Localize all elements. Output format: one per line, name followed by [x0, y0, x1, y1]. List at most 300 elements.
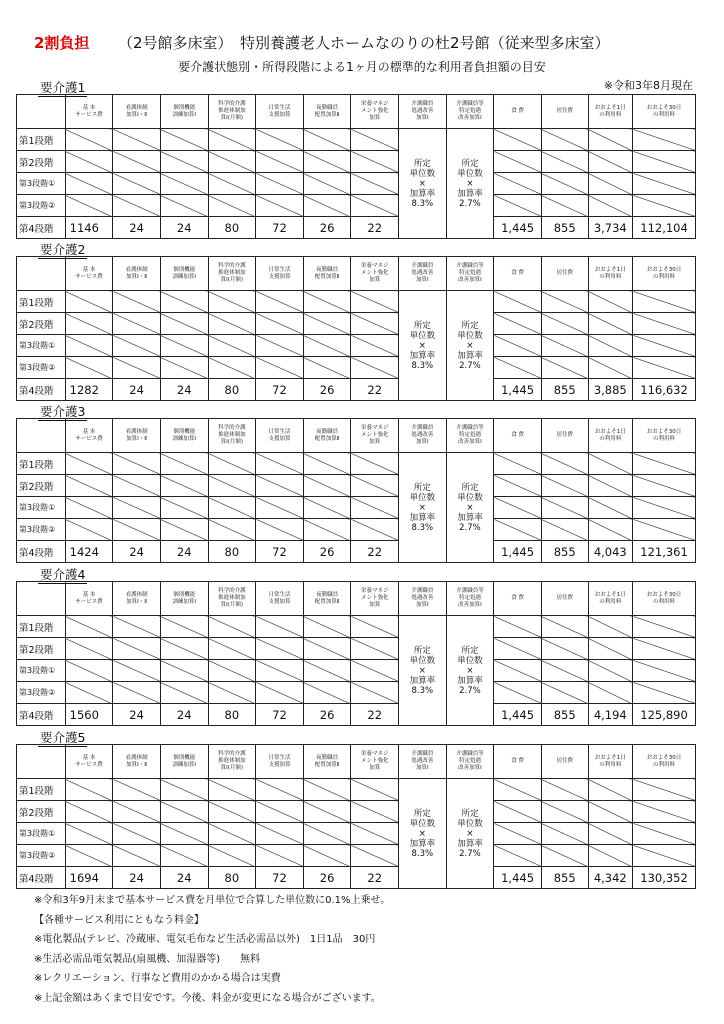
value-cell: 26	[303, 867, 351, 889]
not-applicable-cell	[588, 453, 633, 475]
not-applicable-cell	[494, 779, 542, 801]
value-cell: 855	[541, 867, 588, 889]
value-cell: 22	[351, 704, 399, 726]
column-header: 栄養マネジ メント強化 加算	[351, 257, 399, 291]
not-applicable-cell	[494, 823, 542, 845]
not-applicable-cell	[160, 291, 208, 313]
not-applicable-cell	[113, 453, 161, 475]
not-applicable-cell	[303, 291, 351, 313]
not-applicable-cell	[351, 357, 399, 379]
value-cell: 121,361	[633, 541, 696, 563]
not-applicable-cell	[113, 801, 161, 823]
note-line: ※電化製品(テレビ、冷蔵庫、電気毛布など生活必需品以外) 1日1品 30円	[34, 934, 376, 945]
column-header: 居住費	[541, 95, 588, 129]
column-header: 看護体制 加算Ⅰ・Ⅱ	[113, 95, 161, 129]
value-cell: 26	[303, 379, 351, 401]
not-applicable-cell	[494, 335, 542, 357]
column-header: おおよそ30日 の利用料	[633, 745, 696, 779]
not-applicable-cell	[541, 823, 588, 845]
not-applicable-cell	[65, 291, 113, 313]
not-applicable-cell	[160, 801, 208, 823]
not-applicable-cell	[588, 801, 633, 823]
column-header: 栄養マネジ メント強化 加算	[351, 419, 399, 453]
not-applicable-cell	[633, 173, 696, 195]
not-applicable-cell	[208, 313, 256, 335]
not-applicable-cell	[494, 151, 542, 173]
not-applicable-cell	[65, 475, 113, 497]
column-header: 居住費	[541, 419, 588, 453]
stage-label: 第2段階	[17, 801, 66, 823]
corner-cell	[17, 95, 66, 129]
not-applicable-cell	[588, 195, 633, 217]
not-applicable-cell	[633, 682, 696, 704]
not-applicable-cell	[160, 823, 208, 845]
value-cell: 1,445	[494, 217, 542, 239]
not-applicable-cell	[494, 291, 542, 313]
value-cell: 4,194	[588, 704, 633, 726]
not-applicable-cell	[160, 173, 208, 195]
stage-label: 第3段階①	[17, 335, 66, 357]
not-applicable-cell	[256, 660, 304, 682]
table-row	[17, 845, 696, 867]
value-cell: 24	[113, 541, 161, 563]
not-applicable-cell	[65, 453, 113, 475]
column-header: 科学的介護 推進体制加 算Ⅰ(月額)	[208, 582, 256, 616]
value-cell: 1560	[65, 704, 113, 726]
not-applicable-cell	[541, 313, 588, 335]
not-applicable-cell	[303, 682, 351, 704]
not-applicable-cell	[633, 519, 696, 541]
not-applicable-cell	[256, 638, 304, 660]
not-applicable-cell	[113, 173, 161, 195]
not-applicable-cell	[65, 779, 113, 801]
burden-label: 2割負担	[34, 34, 90, 52]
value-cell: 80	[208, 541, 256, 563]
value-cell: 26	[303, 217, 351, 239]
corner-cell	[17, 582, 66, 616]
table-header-row	[17, 419, 696, 453]
value-cell: 72	[256, 217, 304, 239]
not-applicable-cell	[633, 779, 696, 801]
value-cell: 22	[351, 379, 399, 401]
not-applicable-cell	[303, 151, 351, 173]
not-applicable-cell	[633, 195, 696, 217]
not-applicable-cell	[303, 497, 351, 519]
not-applicable-cell	[113, 151, 161, 173]
not-applicable-cell	[588, 616, 633, 638]
stage-label: 第4段階	[17, 541, 66, 563]
column-header: 科学的介護 推進体制加 算Ⅰ(月額)	[208, 745, 256, 779]
column-header: 看護体制 加算Ⅰ・Ⅱ	[113, 582, 161, 616]
not-applicable-cell	[588, 357, 633, 379]
not-applicable-cell	[208, 497, 256, 519]
not-applicable-cell	[208, 357, 256, 379]
column-header: 介護職員 処遇改善 加算Ⅰ	[399, 257, 447, 291]
corner-cell	[17, 419, 66, 453]
not-applicable-cell	[351, 801, 399, 823]
not-applicable-cell	[588, 475, 633, 497]
column-header: 介護職員等 特定処遇 改善加算Ⅰ	[446, 582, 494, 616]
not-applicable-cell	[208, 519, 256, 541]
column-header: 科学的介護 推進体制加 算Ⅰ(月額)	[208, 257, 256, 291]
not-applicable-cell	[541, 845, 588, 867]
not-applicable-cell	[65, 497, 113, 519]
value-cell: 855	[541, 541, 588, 563]
not-applicable-cell	[351, 129, 399, 151]
treatment-improvement-cell: 所定 単位数 × 加算率 8.3%	[399, 779, 447, 889]
not-applicable-cell	[208, 335, 256, 357]
care-level-label: 要介護2	[40, 242, 86, 257]
not-applicable-cell	[588, 291, 633, 313]
not-applicable-cell	[351, 195, 399, 217]
value-cell: 22	[351, 541, 399, 563]
column-header: 日常生活 支援加算	[256, 582, 304, 616]
not-applicable-cell	[160, 195, 208, 217]
note-line: ※令和3年9月末まで基本サービス費を月単位で合算した単位数に0.1%上乗せ。	[34, 895, 391, 906]
not-applicable-cell	[113, 845, 161, 867]
column-header: おおよそ1日 の利用料	[588, 582, 633, 616]
table-header-row	[17, 257, 696, 291]
stage-label: 第4段階	[17, 379, 66, 401]
not-applicable-cell	[633, 357, 696, 379]
column-header: おおよそ30日 の利用料	[633, 419, 696, 453]
not-applicable-cell	[494, 845, 542, 867]
table-row	[17, 660, 696, 682]
not-applicable-cell	[256, 519, 304, 541]
not-applicable-cell	[256, 779, 304, 801]
not-applicable-cell	[208, 845, 256, 867]
value-cell: 1424	[65, 541, 113, 563]
table-row	[17, 704, 696, 726]
not-applicable-cell	[160, 357, 208, 379]
not-applicable-cell	[113, 519, 161, 541]
not-applicable-cell	[208, 173, 256, 195]
not-applicable-cell	[256, 453, 304, 475]
not-applicable-cell	[351, 291, 399, 313]
fee-table	[16, 744, 696, 889]
not-applicable-cell	[160, 497, 208, 519]
not-applicable-cell	[541, 475, 588, 497]
stage-label: 第3段階②	[17, 195, 66, 217]
corner-cell	[17, 745, 66, 779]
stage-label: 第4段階	[17, 217, 66, 239]
stage-label: 第1段階	[17, 779, 66, 801]
not-applicable-cell	[208, 129, 256, 151]
not-applicable-cell	[633, 475, 696, 497]
not-applicable-cell	[160, 616, 208, 638]
column-header: 食 費	[494, 582, 542, 616]
not-applicable-cell	[208, 195, 256, 217]
not-applicable-cell	[633, 845, 696, 867]
not-applicable-cell	[541, 660, 588, 682]
not-applicable-cell	[113, 291, 161, 313]
treatment-improvement-cell: 所定 単位数 × 加算率 8.3%	[399, 616, 447, 726]
not-applicable-cell	[65, 129, 113, 151]
not-applicable-cell	[160, 453, 208, 475]
not-applicable-cell	[65, 335, 113, 357]
value-cell: 24	[160, 704, 208, 726]
value-cell: 1282	[65, 379, 113, 401]
value-cell: 24	[160, 541, 208, 563]
not-applicable-cell	[65, 682, 113, 704]
not-applicable-cell	[65, 823, 113, 845]
stage-label: 第1段階	[17, 291, 66, 313]
table-row	[17, 867, 696, 889]
not-applicable-cell	[160, 638, 208, 660]
not-applicable-cell	[303, 453, 351, 475]
not-applicable-cell	[208, 638, 256, 660]
table-header-row	[17, 95, 696, 129]
column-header: 夜勤職員 配置加算Ⅱ	[303, 745, 351, 779]
column-header: 個別機能 訓練加算Ⅰ	[160, 419, 208, 453]
not-applicable-cell	[208, 151, 256, 173]
not-applicable-cell	[633, 151, 696, 173]
not-applicable-cell	[494, 129, 542, 151]
not-applicable-cell	[351, 497, 399, 519]
not-applicable-cell	[160, 660, 208, 682]
not-applicable-cell	[113, 357, 161, 379]
not-applicable-cell	[113, 475, 161, 497]
not-applicable-cell	[494, 357, 542, 379]
fee-table	[16, 256, 696, 401]
not-applicable-cell	[256, 357, 304, 379]
table-row	[17, 357, 696, 379]
table-row	[17, 801, 696, 823]
table-header-row	[17, 745, 696, 779]
value-cell: 72	[256, 704, 304, 726]
not-applicable-cell	[160, 475, 208, 497]
stage-label: 第2段階	[17, 475, 66, 497]
not-applicable-cell	[256, 313, 304, 335]
column-header: 居住費	[541, 745, 588, 779]
not-applicable-cell	[588, 845, 633, 867]
value-cell: 24	[160, 217, 208, 239]
column-header: 看護体制 加算Ⅰ・Ⅱ	[113, 745, 161, 779]
not-applicable-cell	[494, 638, 542, 660]
value-cell: 125,890	[633, 704, 696, 726]
not-applicable-cell	[256, 475, 304, 497]
value-cell: 80	[208, 217, 256, 239]
not-applicable-cell	[256, 195, 304, 217]
not-applicable-cell	[633, 616, 696, 638]
notes	[34, 891, 390, 1008]
not-applicable-cell	[541, 497, 588, 519]
column-header: おおよそ1日 の利用料	[588, 419, 633, 453]
not-applicable-cell	[303, 357, 351, 379]
not-applicable-cell	[256, 823, 304, 845]
not-applicable-cell	[208, 682, 256, 704]
stage-label: 第3段階②	[17, 519, 66, 541]
column-header: 個別機能 訓練加算Ⅰ	[160, 582, 208, 616]
not-applicable-cell	[541, 682, 588, 704]
not-applicable-cell	[65, 151, 113, 173]
column-header: 介護職員 処遇改善 加算Ⅰ	[399, 419, 447, 453]
not-applicable-cell	[303, 823, 351, 845]
not-applicable-cell	[633, 453, 696, 475]
not-applicable-cell	[65, 845, 113, 867]
value-cell: 855	[541, 704, 588, 726]
note-line: ※レクリエーション、行事など費用のかかる場合は実費	[34, 973, 281, 984]
not-applicable-cell	[208, 291, 256, 313]
table-header-row	[17, 582, 696, 616]
column-header: 居住費	[541, 582, 588, 616]
not-applicable-cell	[256, 151, 304, 173]
table-row	[17, 173, 696, 195]
not-applicable-cell	[351, 638, 399, 660]
not-applicable-cell	[633, 823, 696, 845]
not-applicable-cell	[588, 497, 633, 519]
specific-treatment-cell: 所定 単位数 × 加算率 2.7%	[446, 453, 494, 563]
not-applicable-cell	[208, 779, 256, 801]
not-applicable-cell	[113, 497, 161, 519]
not-applicable-cell	[256, 291, 304, 313]
not-applicable-cell	[633, 335, 696, 357]
column-header: 栄養マネジ メント強化 加算	[351, 582, 399, 616]
stage-label: 第2段階	[17, 313, 66, 335]
value-cell: 855	[541, 379, 588, 401]
not-applicable-cell	[541, 151, 588, 173]
column-header: 居住費	[541, 257, 588, 291]
not-applicable-cell	[113, 129, 161, 151]
not-applicable-cell	[160, 779, 208, 801]
not-applicable-cell	[494, 195, 542, 217]
column-header: おおよそ1日 の利用料	[588, 257, 633, 291]
table-row	[17, 129, 696, 151]
stage-label: 第1段階	[17, 453, 66, 475]
not-applicable-cell	[633, 291, 696, 313]
treatment-improvement-cell: 所定 単位数 × 加算率 8.3%	[399, 453, 447, 563]
not-applicable-cell	[351, 519, 399, 541]
column-header: 日常生活 支援加算	[256, 257, 304, 291]
value-cell: 24	[113, 867, 161, 889]
not-applicable-cell	[65, 195, 113, 217]
value-cell: 130,352	[633, 867, 696, 889]
not-applicable-cell	[160, 151, 208, 173]
column-header: おおよそ30日 の利用料	[633, 257, 696, 291]
not-applicable-cell	[494, 173, 542, 195]
value-cell: 1694	[65, 867, 113, 889]
not-applicable-cell	[256, 497, 304, 519]
column-header: 看護体制 加算Ⅰ・Ⅱ	[113, 257, 161, 291]
not-applicable-cell	[208, 801, 256, 823]
column-header: 科学的介護 推進体制加 算Ⅰ(月額)	[208, 419, 256, 453]
corner-cell	[17, 257, 66, 291]
not-applicable-cell	[208, 453, 256, 475]
care-level-label: 要介護4	[40, 567, 86, 582]
stage-label: 第3段階②	[17, 682, 66, 704]
not-applicable-cell	[303, 801, 351, 823]
not-applicable-cell	[541, 291, 588, 313]
value-cell: 24	[160, 867, 208, 889]
not-applicable-cell	[494, 519, 542, 541]
column-header: 基 本 サービス費	[65, 582, 113, 616]
fee-table	[16, 581, 696, 726]
not-applicable-cell	[113, 195, 161, 217]
table-row	[17, 291, 696, 313]
column-header: 食 費	[494, 419, 542, 453]
not-applicable-cell	[541, 357, 588, 379]
not-applicable-cell	[351, 845, 399, 867]
not-applicable-cell	[160, 845, 208, 867]
column-header: 夜勤職員 配置加算Ⅱ	[303, 419, 351, 453]
not-applicable-cell	[113, 335, 161, 357]
not-applicable-cell	[588, 129, 633, 151]
not-applicable-cell	[494, 475, 542, 497]
not-applicable-cell	[541, 779, 588, 801]
column-header: 日常生活 支援加算	[256, 95, 304, 129]
column-header: 食 費	[494, 95, 542, 129]
not-applicable-cell	[113, 313, 161, 335]
value-cell: 3,885	[588, 379, 633, 401]
table-row	[17, 313, 696, 335]
column-header: 個別機能 訓練加算Ⅰ	[160, 745, 208, 779]
not-applicable-cell	[160, 313, 208, 335]
not-applicable-cell	[588, 823, 633, 845]
page-title: （2号館多床室） 特別養護老人ホームなのりの杜2号館（従来型多床室）	[118, 34, 610, 52]
table-row	[17, 379, 696, 401]
specific-treatment-cell: 所定 単位数 × 加算率 2.7%	[446, 779, 494, 889]
column-header: 栄養マネジ メント強化 加算	[351, 95, 399, 129]
not-applicable-cell	[208, 660, 256, 682]
column-header: 基 本 サービス費	[65, 95, 113, 129]
not-applicable-cell	[633, 129, 696, 151]
not-applicable-cell	[633, 497, 696, 519]
not-applicable-cell	[208, 823, 256, 845]
column-header: 介護職員等 特定処遇 改善加算Ⅰ	[446, 257, 494, 291]
table-row	[17, 823, 696, 845]
column-header: 看護体制 加算Ⅰ・Ⅱ	[113, 419, 161, 453]
value-cell: 26	[303, 541, 351, 563]
not-applicable-cell	[351, 453, 399, 475]
column-header: 個別機能 訓練加算Ⅰ	[160, 95, 208, 129]
column-header: 夜勤職員 配置加算Ⅱ	[303, 257, 351, 291]
not-applicable-cell	[633, 660, 696, 682]
column-header: おおよそ1日 の利用料	[588, 745, 633, 779]
not-applicable-cell	[541, 195, 588, 217]
not-applicable-cell	[494, 497, 542, 519]
column-header: 介護職員等 特定処遇 改善加算Ⅰ	[446, 745, 494, 779]
value-cell: 22	[351, 867, 399, 889]
column-header: 介護職員等 特定処遇 改善加算Ⅰ	[446, 419, 494, 453]
column-header: 基 本 サービス費	[65, 745, 113, 779]
not-applicable-cell	[65, 638, 113, 660]
value-cell: 72	[256, 541, 304, 563]
title-line	[0, 32, 724, 56]
column-header: 基 本 サービス費	[65, 419, 113, 453]
not-applicable-cell	[351, 616, 399, 638]
table-row	[17, 151, 696, 173]
value-cell: 24	[160, 379, 208, 401]
not-applicable-cell	[65, 801, 113, 823]
not-applicable-cell	[256, 682, 304, 704]
stage-label: 第2段階	[17, 151, 66, 173]
column-header: 介護職員 処遇改善 加算Ⅰ	[399, 582, 447, 616]
value-cell: 4,342	[588, 867, 633, 889]
not-applicable-cell	[303, 638, 351, 660]
fee-table	[16, 94, 696, 239]
stage-label: 第1段階	[17, 129, 66, 151]
column-header: 介護職員 処遇改善 加算Ⅰ	[399, 95, 447, 129]
not-applicable-cell	[588, 638, 633, 660]
value-cell: 24	[113, 217, 161, 239]
treatment-improvement-cell: 所定 単位数 × 加算率 8.3%	[399, 291, 447, 401]
not-applicable-cell	[351, 660, 399, 682]
note-line: 【各種サービス利用にともなう料金】	[34, 914, 204, 926]
care-level-label: 要介護1	[40, 80, 86, 95]
not-applicable-cell	[541, 801, 588, 823]
specific-treatment-cell: 所定 単位数 × 加算率 2.7%	[446, 616, 494, 726]
not-applicable-cell	[494, 313, 542, 335]
